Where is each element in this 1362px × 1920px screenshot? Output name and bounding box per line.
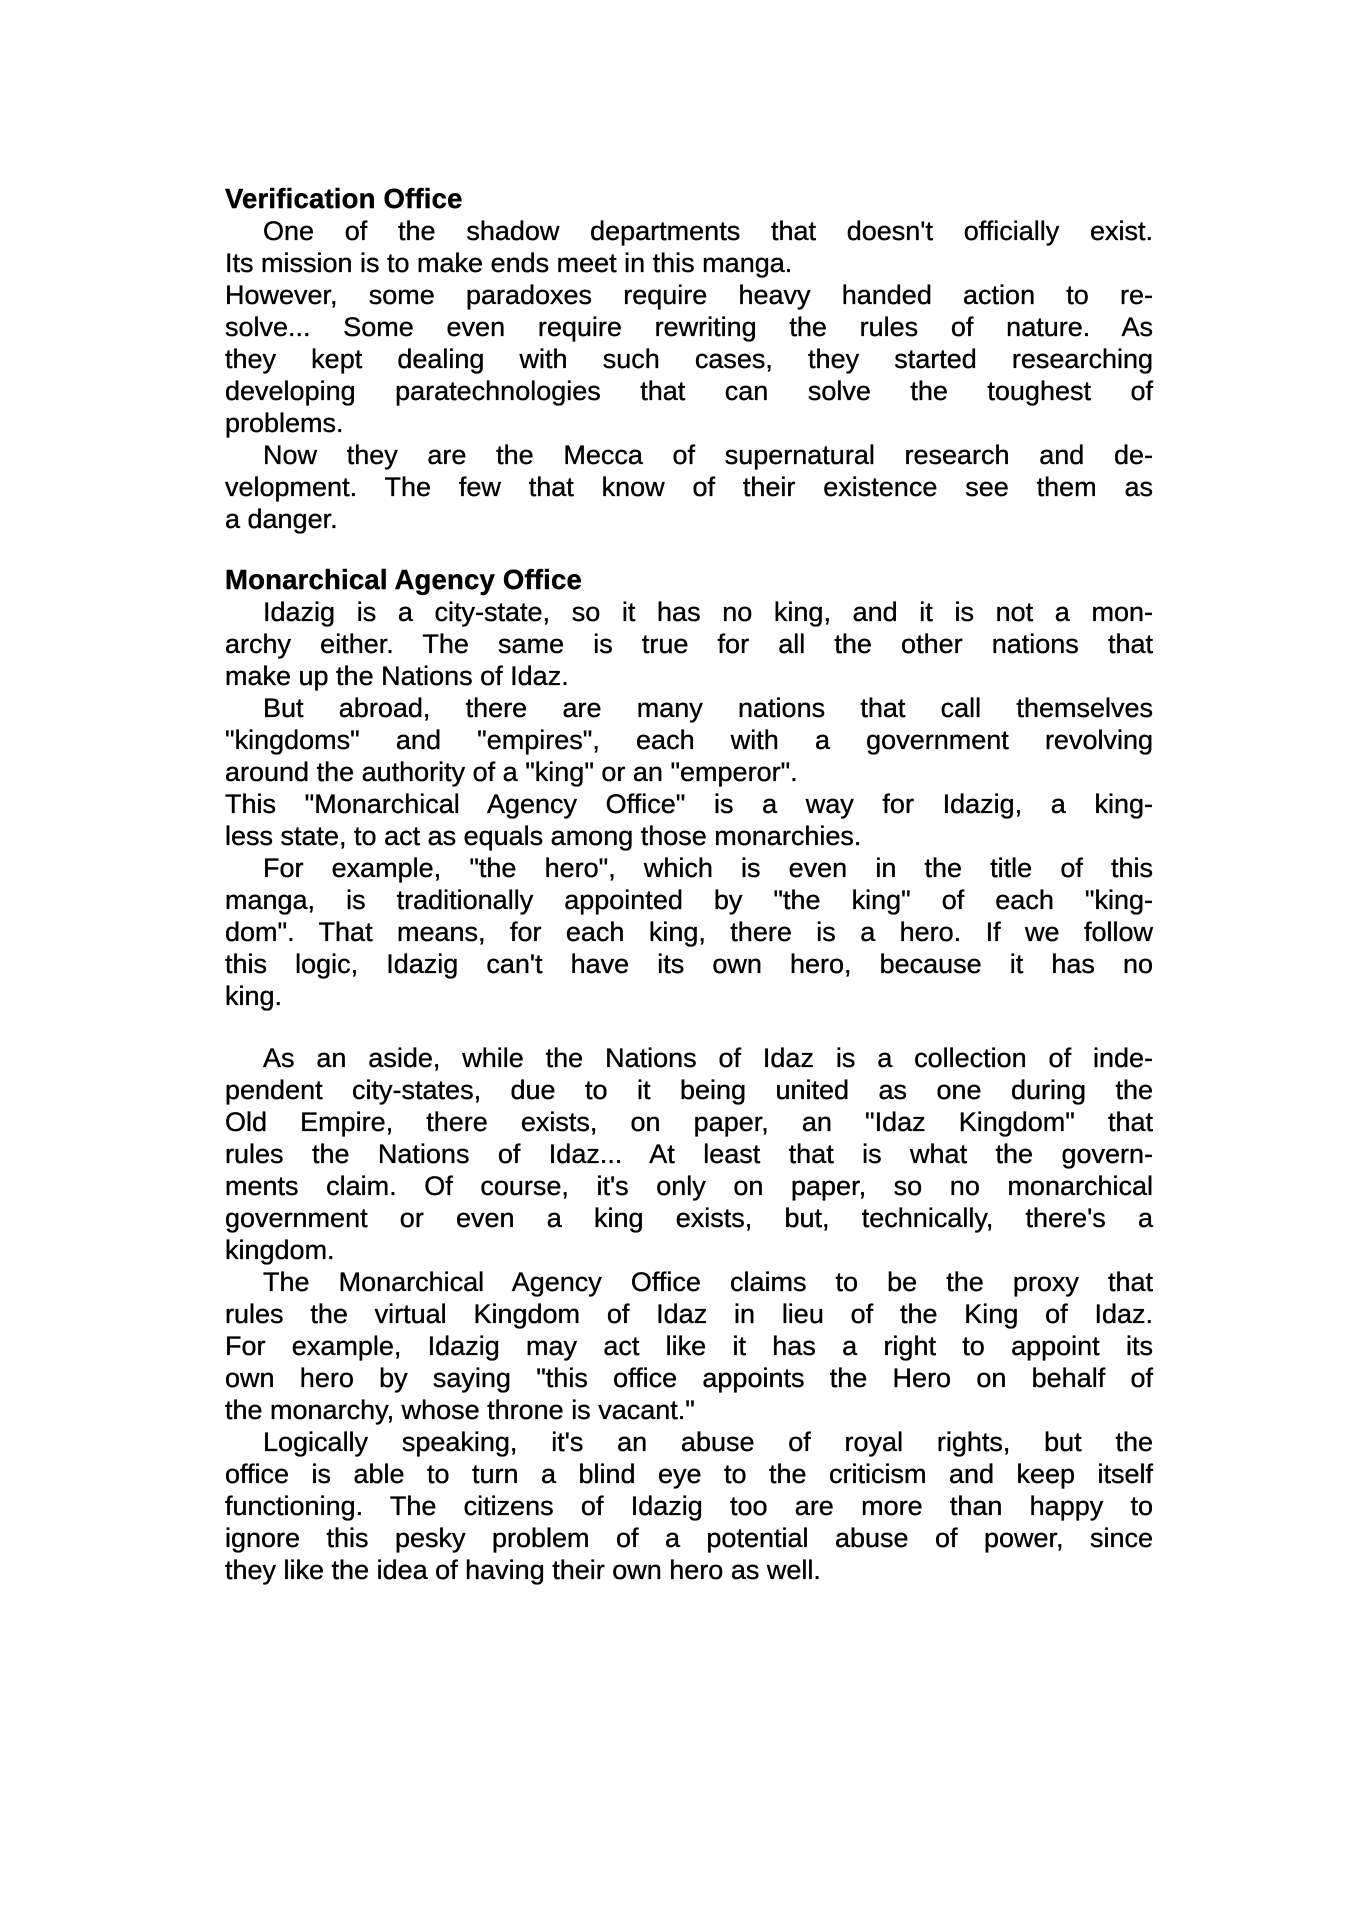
text-line: This "Monarchical Agency Office" is a way for Idazig, a king- bbox=[225, 789, 1153, 819]
text-line: they like the idea of having their own hero as well. bbox=[225, 1555, 821, 1585]
text-line: this logic, Idazig can't have its own hero, because it has no bbox=[225, 949, 1153, 979]
text-line: office is able to turn a blind eye to the criticism and keep itself bbox=[225, 1459, 1153, 1489]
text-line: rules the Nations of Idaz... At least that is what the govern- bbox=[225, 1139, 1153, 1169]
text-line: the monarchy, whose throne is vacant." bbox=[225, 1395, 695, 1425]
text-line: manga, is traditionally appointed by "the king" of each "king- bbox=[225, 885, 1153, 915]
text-line: a danger. bbox=[225, 504, 338, 534]
text-line: Old Empire, there exists, on paper, an "Idaz Kingdom" that bbox=[225, 1107, 1153, 1137]
text-line: make up the Nations of Idaz. bbox=[225, 661, 569, 691]
paragraph bbox=[225, 852, 1153, 1012]
section bbox=[225, 564, 1153, 1586]
text-line: velopment. The few that know of their existence see them as bbox=[225, 472, 1153, 502]
text-line: Its mission is to make ends meet in this manga. bbox=[225, 248, 793, 278]
text-line: Now they are the Mecca of supernatural research and de- bbox=[263, 440, 1153, 470]
text-line: developing paratechnologies that can solve the toughest of bbox=[225, 376, 1153, 406]
section-heading: Verification Office bbox=[225, 183, 463, 214]
section bbox=[225, 183, 1153, 535]
text-line: problems. bbox=[225, 408, 344, 438]
section-heading: Monarchical Agency Office bbox=[225, 564, 582, 595]
text-line: kingdom. bbox=[225, 1235, 335, 1265]
paragraph bbox=[225, 788, 1153, 852]
text-line: king. bbox=[225, 981, 283, 1011]
text-line: However, some paradoxes require heavy handed action to re- bbox=[225, 280, 1153, 310]
manga-notes-page bbox=[225, 183, 1153, 1586]
text-line: archy either. The same is true for all the other nations that bbox=[225, 629, 1153, 659]
text-line: For example, Idazig may act like it has a right to appoint its bbox=[225, 1331, 1153, 1361]
paragraph bbox=[225, 1266, 1153, 1426]
sections-container bbox=[225, 183, 1153, 1586]
text-line: less state, to act as equals among those monarchies. bbox=[225, 821, 862, 851]
text-line: ments claim. Of course, it's only on paper, so no monarchical bbox=[225, 1171, 1153, 1201]
paragraph bbox=[225, 1426, 1153, 1586]
text-line: One of the shadow departments that doesn't officially exist. bbox=[263, 216, 1153, 246]
text-line: "kingdoms" and "empires", each with a government revolving bbox=[225, 725, 1153, 755]
text-line: they kept dealing with such cases, they started researching bbox=[225, 344, 1153, 374]
text-line: solve... Some even require rewriting the rules of nature. As bbox=[225, 312, 1153, 342]
text-line: own hero by saying "this office appoints the Hero on behalf of bbox=[225, 1363, 1153, 1393]
text-line: As an aside, while the Nations of Idaz is a collection of inde- bbox=[263, 1043, 1153, 1073]
text-line: But abroad, there are many nations that call themselves bbox=[263, 693, 1153, 723]
paragraph bbox=[225, 215, 1153, 279]
text-line: rules the virtual Kingdom of Idaz in lieu of the King of Idaz. bbox=[225, 1299, 1153, 1329]
text-line: ignore this pesky problem of a potential abuse of power, since bbox=[225, 1523, 1153, 1553]
text-line: Logically speaking, it's an abuse of royal rights, but the bbox=[263, 1427, 1153, 1457]
text-line: pendent city-states, due to it being united as one during the bbox=[225, 1075, 1153, 1105]
text-line: Idazig is a city-state, so it has no king, and it is not a mon- bbox=[263, 597, 1153, 627]
paragraph bbox=[225, 692, 1153, 788]
text-line: dom". That means, for each king, there is a hero. If we follow bbox=[225, 917, 1153, 947]
text-line: The Monarchical Agency Office claims to be the proxy that bbox=[263, 1267, 1153, 1297]
text-line: For example, "the hero", which is even in the title of this bbox=[263, 853, 1153, 883]
paragraph bbox=[225, 439, 1153, 535]
paragraph bbox=[225, 1042, 1153, 1266]
text-line: functioning. The citizens of Idazig too are more than happy to bbox=[225, 1491, 1153, 1521]
text-line: around the authority of a "king" or an "emperor". bbox=[225, 757, 798, 787]
paragraph bbox=[225, 596, 1153, 692]
text-line: government or even a king exists, but, technically, there's a bbox=[225, 1203, 1153, 1233]
paragraph bbox=[225, 279, 1153, 439]
